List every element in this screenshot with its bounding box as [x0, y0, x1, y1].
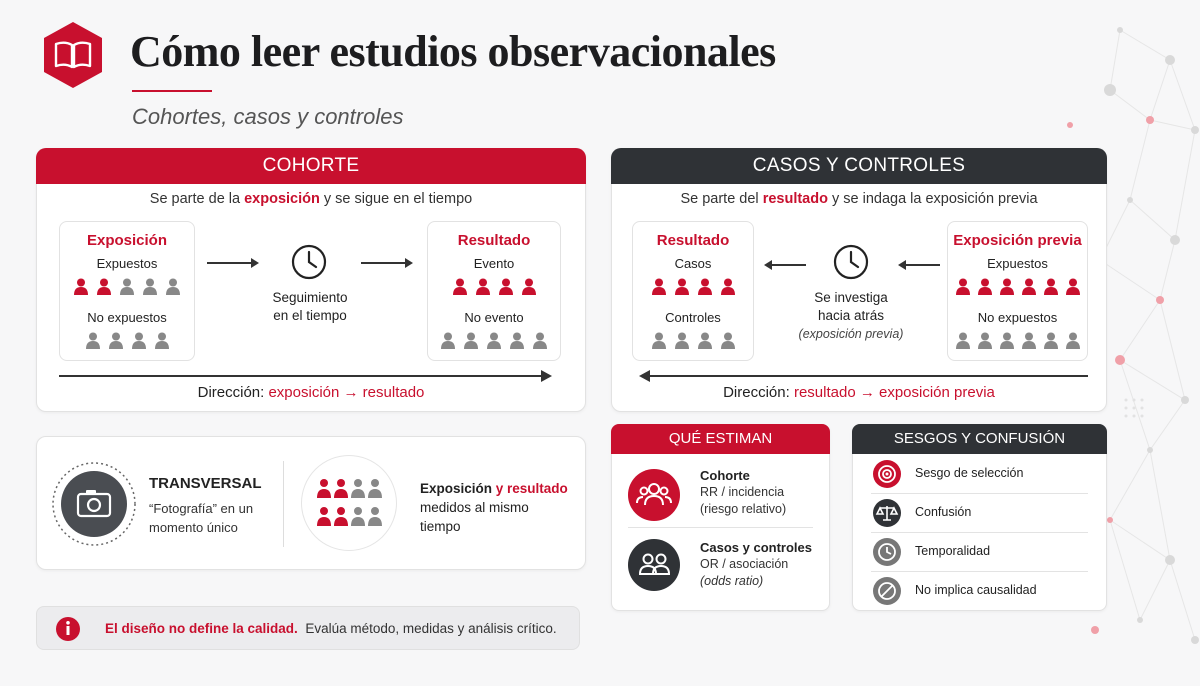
open-book-icon [40, 20, 106, 90]
cohort-event-label: Evento [473, 256, 515, 271]
case-control-outcome-box [632, 221, 754, 361]
cases-label: Casos [674, 256, 712, 271]
quality-note [36, 606, 580, 650]
cohort-card [36, 148, 586, 412]
backward-line3: (exposición previa) [798, 327, 904, 341]
clock-icon [832, 243, 870, 281]
estimate-line2: (riesgo relativo) [700, 502, 787, 516]
scale-icon [873, 499, 901, 527]
page-subtitle: Cohortes, casos y controles [132, 104, 404, 129]
divider [628, 527, 813, 528]
backward-line1: Se investiga [814, 290, 888, 305]
prior-unexposed-people [948, 332, 1087, 349]
page-title: Cómo leer estudios observacionales [130, 27, 776, 76]
person-icon [1021, 278, 1037, 295]
person-icon [1065, 332, 1081, 349]
person-icon [999, 332, 1015, 349]
person-icon [108, 332, 124, 349]
person-icon [674, 278, 690, 295]
biases-panel [852, 424, 1107, 611]
case-control-backward-text [784, 289, 918, 343]
controls-people [633, 332, 753, 349]
estimate-line1: RR / incidencia [700, 485, 785, 499]
cohort-lead-post: y se sigue en el tiempo [319, 191, 473, 207]
person-icon [475, 278, 491, 295]
person-icon [955, 278, 971, 295]
cohort-exposure-title: Exposición [86, 232, 168, 249]
bias-item [871, 572, 1088, 611]
clock-icon [873, 538, 901, 566]
person-icon [509, 332, 525, 349]
transversal-right-pre: Exposición [420, 481, 493, 496]
cohort-followup-text [249, 289, 371, 325]
direction-arrow-left [638, 369, 1088, 383]
people-grid-icon [316, 478, 384, 530]
transversal-right-line2: medidos al mismo [420, 500, 529, 515]
cohort-no-event-label: No evento [464, 310, 524, 325]
case-control-lead-post: y se indaga la exposición previa [827, 191, 1038, 207]
prohibited-icon [873, 577, 901, 605]
person-icon [720, 278, 736, 295]
case-control-card [611, 148, 1107, 412]
case-control-lead-pre: Se parte del [680, 191, 763, 207]
direction-arrow-right [59, 369, 553, 383]
prior-exposed-label: Expuestos [987, 256, 1048, 271]
backward-line2: hacia atrás [817, 308, 885, 323]
bias-label: No implica causalidad [915, 583, 1037, 597]
pair-icon [628, 539, 680, 591]
estimates-panel [611, 424, 830, 611]
estimate-text [700, 539, 812, 590]
person-icon [697, 332, 713, 349]
estimate-text [700, 467, 786, 518]
case-control-direction-value: resultado → exposición previa [793, 384, 995, 401]
cohort-exposed-people [60, 278, 194, 295]
estimate-line2: (odds ratio) [700, 574, 764, 588]
title-underline [132, 90, 212, 92]
person-icon [131, 332, 147, 349]
transversal-right-line3: tiempo [420, 519, 461, 534]
person-icon [486, 332, 502, 349]
person-icon [977, 332, 993, 349]
info-icon [55, 616, 81, 642]
prior-exposed-people [948, 278, 1087, 295]
cohort-event-people [428, 278, 560, 295]
person-icon [1043, 332, 1059, 349]
case-control-lead-key: resultado [762, 191, 828, 207]
person-icon [532, 332, 548, 349]
bias-label: Sesgo de selección [915, 466, 1024, 480]
person-icon [697, 278, 713, 295]
arrow-right-icon [205, 257, 261, 269]
prior-unexposed-label: No expuestos [977, 310, 1058, 325]
transversal-right-text [420, 479, 568, 536]
person-icon [452, 278, 468, 295]
person-icon [119, 278, 135, 295]
case-control-direction [612, 384, 1106, 401]
controls-label: Controles [665, 310, 721, 325]
note-text [105, 621, 557, 636]
cohort-lead-pre: Se parte de la [149, 191, 245, 207]
person-icon [651, 278, 667, 295]
person-icon [154, 332, 170, 349]
cohort-direction [37, 384, 585, 401]
divider [283, 461, 284, 547]
prior-exposure-title: Exposición previa [953, 232, 1082, 249]
case-control-outcome-title: Resultado [656, 232, 730, 249]
group-icon [628, 469, 680, 521]
clock-icon [290, 243, 328, 281]
estimate-item [612, 533, 829, 609]
case-control-band: CASOS Y CONTROLES [611, 148, 1107, 184]
bias-item [871, 455, 1088, 494]
bias-label: Temporalidad [915, 544, 991, 558]
person-icon [463, 332, 479, 349]
person-icon [521, 278, 537, 295]
estimate-title: Casos y controles [700, 540, 812, 555]
person-icon [498, 278, 514, 295]
transversal-card [36, 436, 586, 570]
cohort-exposure-box [59, 221, 195, 361]
cohort-direction-label: Dirección: [197, 384, 269, 401]
cohort-no-event-people [428, 332, 560, 349]
person-icon [977, 278, 993, 295]
cohort-direction-value: exposición → resultado [268, 384, 425, 401]
person-icon [999, 278, 1015, 295]
person-icon [651, 332, 667, 349]
transversal-desc-line1: “Fotografía” en un [149, 501, 254, 516]
cohort-lead-key: exposición [244, 191, 320, 207]
person-icon [142, 278, 158, 295]
person-icon [85, 332, 101, 349]
person-icon [73, 278, 89, 295]
case-control-direction-label: Dirección: [723, 384, 794, 401]
person-icon [955, 332, 971, 349]
cohort-lead [37, 191, 585, 207]
cohort-band: COHORTE [36, 148, 586, 184]
target-icon [873, 460, 901, 488]
estimate-title: Cohorte [700, 468, 750, 483]
bias-item [871, 533, 1088, 572]
estimates-band: QUÉ ESTIMAN [611, 424, 830, 454]
cohort-followup-line1: Seguimiento [272, 290, 348, 305]
transversal-title: TRANSVERSAL [149, 475, 262, 492]
cases-people [633, 278, 753, 295]
note-key: El diseño no define la calidad. [105, 621, 298, 636]
person-icon [1065, 278, 1081, 295]
biases-band: SESGOS Y CONFUSIÓN [852, 424, 1107, 454]
arrow-right-icon [359, 257, 415, 269]
cohort-exposed-label: Expuestos [96, 256, 158, 271]
estimate-line1: OR / asociación [700, 557, 789, 571]
people-grid-circle [301, 455, 397, 551]
person-icon [1043, 278, 1059, 295]
person-icon [440, 332, 456, 349]
cohort-unexposed-people [60, 332, 194, 349]
transversal-desc [149, 499, 253, 537]
person-icon [1021, 332, 1037, 349]
cohort-unexposed-label: No expuestos [87, 310, 167, 325]
estimate-item [612, 459, 829, 535]
person-icon [674, 332, 690, 349]
prior-exposure-box [947, 221, 1088, 361]
person-icon [165, 278, 181, 295]
transversal-desc-line2: momento único [149, 520, 238, 535]
bias-label: Confusión [915, 505, 972, 519]
arrow-left-icon [762, 259, 808, 271]
camera-icon [51, 461, 137, 547]
person-icon [720, 332, 736, 349]
cohort-followup-line2: en el tiempo [273, 308, 347, 323]
person-icon [96, 278, 112, 295]
arrow-left-icon [896, 259, 942, 271]
bias-item [871, 494, 1088, 533]
transversal-right-key: y resultado [492, 481, 568, 496]
case-control-lead [612, 191, 1106, 207]
cohort-outcome-box [427, 221, 561, 361]
note-body: Evalúa método, medidas y análisis crítico. [305, 621, 557, 636]
cohort-outcome-title: Resultado [457, 232, 531, 249]
